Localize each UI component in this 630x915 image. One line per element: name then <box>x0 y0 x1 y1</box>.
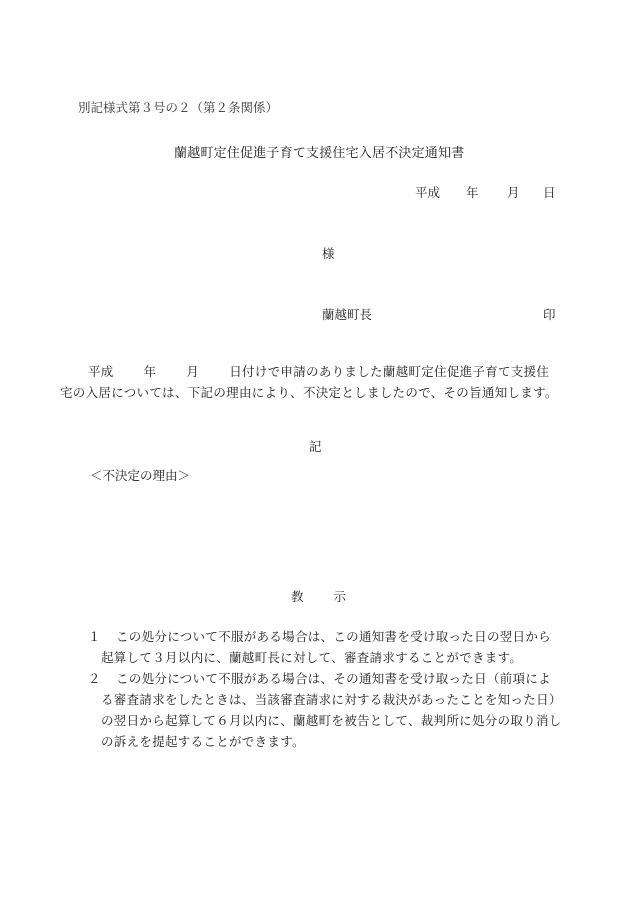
date-month-label: 月 <box>507 185 520 200</box>
document-title: 蘭越町定住促進子育て支援住宅入居不決定通知書 <box>174 146 465 161</box>
notice-item <box>88 626 563 668</box>
issuer-name: 蘭越町長 <box>322 307 373 322</box>
date-day-label: 日 <box>543 185 556 200</box>
seal-mark: 印 <box>543 307 556 322</box>
reason-heading: ＜不決定の理由＞ <box>90 468 191 483</box>
addressee-honorific: 様 <box>322 246 335 261</box>
body-era: 平成 <box>88 364 114 379</box>
body-year: 年 <box>143 364 157 379</box>
date-year-label: 年 <box>466 185 479 200</box>
notification-body <box>60 362 560 403</box>
notice-text: この処分について不服がある場合は、その通知書を受け取った日（前項による審査請求をしたときは、当該審査請求に対する裁決があったことを知った日）の翌日から起算して６月以内に、蘭越町を被告として、裁判所に処分の取り消しの訴えを提起することができます。 <box>101 671 562 749</box>
notice-number: １ <box>88 629 101 644</box>
date-era: 平成 <box>415 185 441 200</box>
notice-item <box>88 668 563 752</box>
ki-heading: 記 <box>309 439 322 454</box>
form-number-label: 別記様式第３号の２（第２条関係） <box>78 100 279 115</box>
kyouji-second-char: 示 <box>333 589 347 604</box>
body-month: 月 <box>186 364 200 379</box>
notice-text: この処分について不服がある場合は、この通知書を受け取った日の翌日から起算して３月以内に、蘭越町長に対して、審査請求することができます。 <box>101 629 551 665</box>
kyouji-first-char: 教 <box>291 589 304 604</box>
kyouji-heading <box>291 587 346 605</box>
body-text: 日付けで申請のありました蘭越町定住促進子育て支援住宅の入居については、下記の理由により、不決定としましたので、その旨通知します。 <box>60 364 558 400</box>
notice-number: ２ <box>88 671 101 686</box>
